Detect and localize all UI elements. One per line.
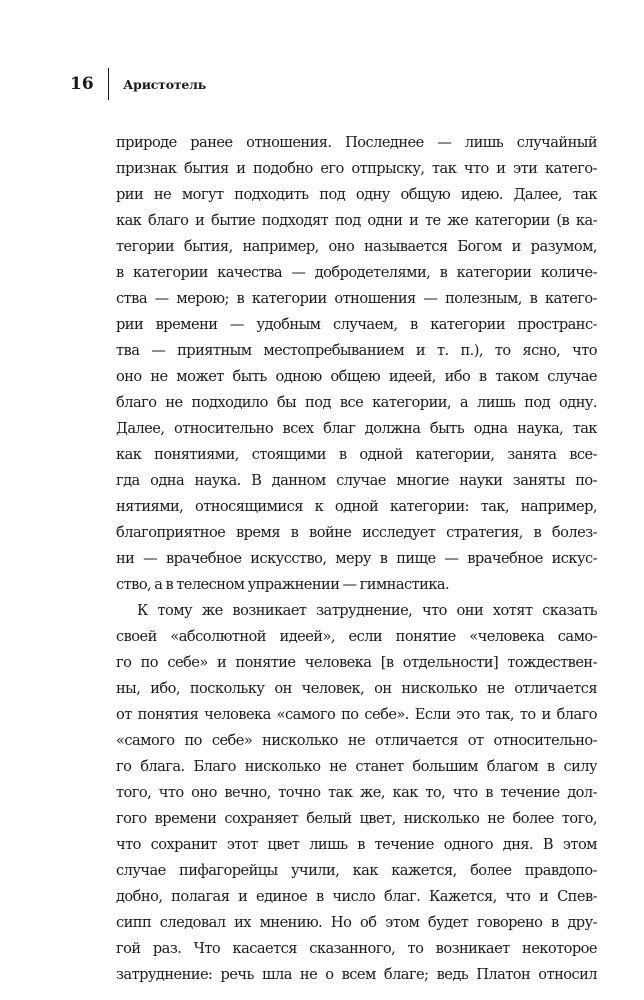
text-line: сипп следовал их мнению. Но об этом будет говорено в дру- — [116, 914, 597, 931]
text-line: что сохранит этот цвет лишь в течение одного дня. В этом — [116, 836, 597, 853]
paragraph — [116, 598, 597, 988]
text-line: случае пифагорейцы учили, как кажется, более правдопо- — [116, 862, 597, 879]
text-line: Далее, относительно всех благ должна быть одна наука, так — [116, 420, 597, 437]
text-body — [116, 130, 597, 988]
text-line: ны, ибо, поскольку он человек, он нисколько не отличается — [116, 680, 597, 697]
text-line: го блага. Благо нисколько не станет большим благом в силу — [116, 758, 597, 775]
text-line: ни — врачебное искусство, меру в пище — врачебное искус- — [116, 550, 597, 567]
text-line: ство, а в телесном упражнении — гимнастика. — [116, 576, 450, 593]
text-line: от понятия человека «самого по себе». Если это так, то и благо — [116, 706, 597, 723]
text-line: благоприятное время в войне исследует стратегия, в болез- — [116, 524, 597, 541]
text-line: рии времени — удобным случаем, в категории пространс- — [116, 316, 597, 333]
text-line: в категории качества — добродетелями, в категории количе- — [116, 264, 597, 281]
text-line: рии не могут подходить под одну общую идею. Далее, так — [116, 186, 597, 203]
text-line: К тому же возникает затруднение, что они хотят сказать — [137, 602, 597, 619]
header-divider — [108, 68, 110, 100]
text-line: нятиями, относящимися к одной категории: так, например, — [116, 498, 597, 515]
text-line: того, что оно вечно, точно так же, как то, что в течение дол- — [116, 784, 597, 801]
text-line: природе ранее отношения. Последнее — лишь случайный — [116, 134, 597, 151]
text-line: затруднение: речь шла не о всем благе; ведь Платон относил — [116, 966, 597, 983]
text-line: «самого по себе» нисколько не отличается от относительно- — [116, 732, 597, 749]
text-line: тва — приятным местопребыванием и т. п.), то ясно, что — [116, 342, 597, 359]
text-line: тегории бытия, например, оно называется Богом и разумом, — [116, 238, 597, 255]
text-line: гда одна наука. В данном случае многие науки заняты по- — [116, 472, 597, 489]
text-line: оно не может быть одною общею идеей, ибо в таком случае — [116, 368, 597, 385]
running-title: Аристотель — [123, 76, 207, 92]
text-line: признак бытия и подобно его отпрыску, так что и эти катего- — [116, 160, 597, 177]
text-line: своей «абсолютной идеей», если понятие «человека само- — [116, 628, 597, 645]
text-line: ства — мерою; в категории отношения — полезным, в катего- — [116, 290, 597, 307]
page-number: 16 — [70, 74, 94, 94]
text-line: гой раз. Что касается сказанного, то возникает некоторое — [116, 940, 597, 957]
text-line: благо не подходило бы под все категории, а лишь под одну. — [116, 394, 597, 411]
text-line: как понятиями, стоящими в одной категории, занята все- — [116, 446, 597, 463]
text-line: добно, полагая и единое в число благ. Кажется, что и Спев- — [116, 888, 597, 905]
paragraph — [116, 130, 597, 598]
text-line: го по себе» и понятие человека [в отдельности] тождествен- — [116, 654, 597, 671]
text-line: как благо и бытие подходят под одни и те же категории (в ка- — [116, 212, 597, 229]
text-line: гого времени сохраняет белый цвет, нисколько не более того, — [116, 810, 597, 827]
running-head — [70, 68, 206, 100]
